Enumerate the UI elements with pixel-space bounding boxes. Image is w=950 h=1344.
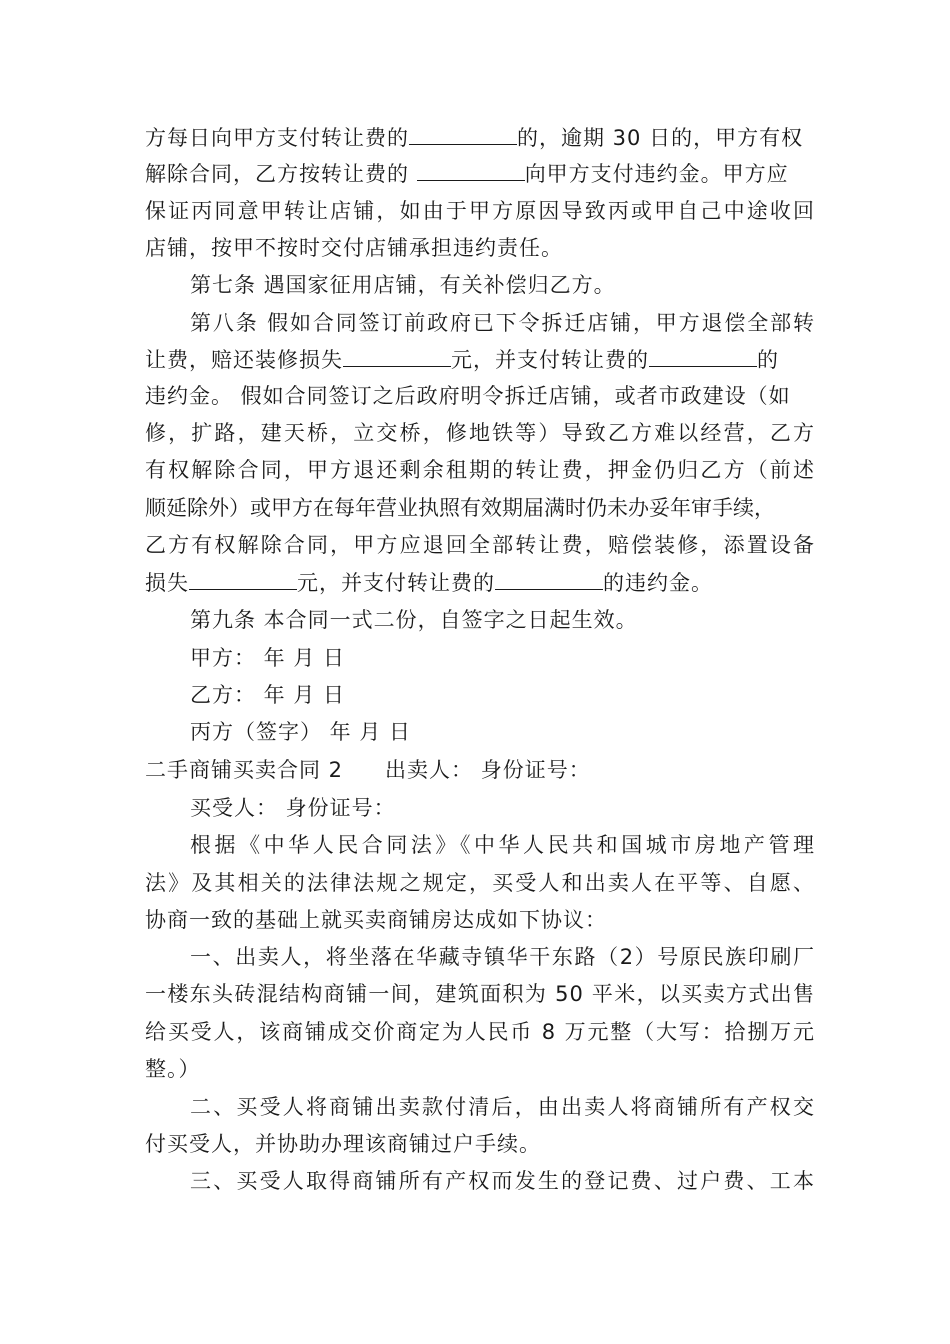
text-line: 保证丙同意甲转让店铺，如由于甲方原因导致丙或甲自己中途收回 <box>145 199 815 223</box>
text-span: 方每日向甲方支付转让费的 <box>145 126 409 150</box>
clause-2-line: 付买受人，并协助办理该商铺过户手续。 <box>145 1132 541 1156</box>
intro-line: 法》及其相关的法律法规之规定，买受人和出卖人在平等、自愿、 <box>145 871 815 895</box>
text-span: 解除合同，乙方按转让费的 <box>145 162 417 186</box>
text-span: 的违约金。 <box>603 571 713 595</box>
text-line: 违约金。 假如合同签订之后政府明令拆迁店铺，或者市政建设（如 <box>145 384 791 408</box>
fill-in-blank <box>649 344 757 367</box>
clause-3-line: 三、买受人取得商铺所有产权而发生的登记费、过户费、工本 <box>190 1169 815 1193</box>
article-7: 第七条 遇国家征用店铺，有关补偿归乙方。 <box>190 273 616 297</box>
fill-in-blank <box>409 122 517 145</box>
text-span: 的，逾期 30 日的，甲方有权 <box>517 126 804 150</box>
text-line: 有权解除合同，甲方退还剩余租期的转让费，押金仍归乙方（前述 <box>145 458 815 482</box>
intro-line: 根据《中华人民合同法》《中华人民共和国城市房地产管理 <box>190 833 815 857</box>
contract-title: 二手商铺买卖合同 2 <box>145 758 344 782</box>
fill-in-blank <box>343 344 451 367</box>
text-line <box>145 158 815 186</box>
text-line: 顺延除外）或甲方在每年营业执照有效期届满时仍未办妥年审手续， <box>145 496 775 520</box>
contract-2-heading-line <box>145 756 815 784</box>
text-span: 元，并支付转让费的 <box>451 348 649 372</box>
text-line <box>145 122 815 150</box>
text-line <box>145 344 815 372</box>
text-line <box>145 567 815 595</box>
text-line: 修，扩路，建天桥，立交桥，修地铁等）导致乙方难以经营，乙方 <box>145 421 815 445</box>
clause-1-line: 一、出卖人，将坐落在华藏寺镇华干东路（2）号原民族印刷厂 <box>190 945 815 969</box>
intro-line: 协商一致的基础上就买卖商铺房达成如下协议： <box>145 908 607 932</box>
signature-party-a: 甲方： 年 月 日 <box>190 646 346 670</box>
text-line: 店铺，按甲不按时交付店铺承担违约责任。 <box>145 236 563 260</box>
article-8-line: 第八条 假如合同签订前政府已下令拆迁店铺，甲方退偿全部转 <box>190 311 815 335</box>
clause-1-line: 整。） <box>145 1057 201 1081</box>
text-span: 元，并支付转让费的 <box>297 571 495 595</box>
fill-in-blank <box>495 567 603 590</box>
fill-in-blank <box>417 158 525 181</box>
signature-party-b: 乙方： 年 月 日 <box>190 683 346 707</box>
seller-label: 出卖人： 身份证号： <box>385 758 591 782</box>
text-line: 乙方有权解除合同，甲方应退回全部转让费，赔偿装修，添置设备 <box>145 533 815 557</box>
text-span: 的 <box>757 348 779 372</box>
fill-in-blank <box>189 567 297 590</box>
buyer-label: 买受人： 身份证号： <box>190 796 396 820</box>
text-span: 向甲方支付违约金。甲方应 <box>524 162 789 186</box>
article-9: 第九条 本合同一式二份，自签字之日起生效。 <box>190 608 638 632</box>
clause-1-line: 一楼东头砖混结构商铺一间，建筑面积为 50 平米，以买卖方式出售 <box>145 982 815 1006</box>
clause-1-line: 给买受人，该商铺成交价商定为人民币 8 万元整（大写：拾捌万元 <box>145 1020 815 1044</box>
clause-2-line: 二、买受人将商铺出卖款付清后，由出卖人将商铺所有产权交 <box>190 1095 815 1119</box>
signature-party-c: 丙方（签字） 年 月 日 <box>190 720 412 744</box>
text-span: 让费，赔还装修损失 <box>145 348 343 372</box>
text-span: 损失 <box>145 571 189 595</box>
